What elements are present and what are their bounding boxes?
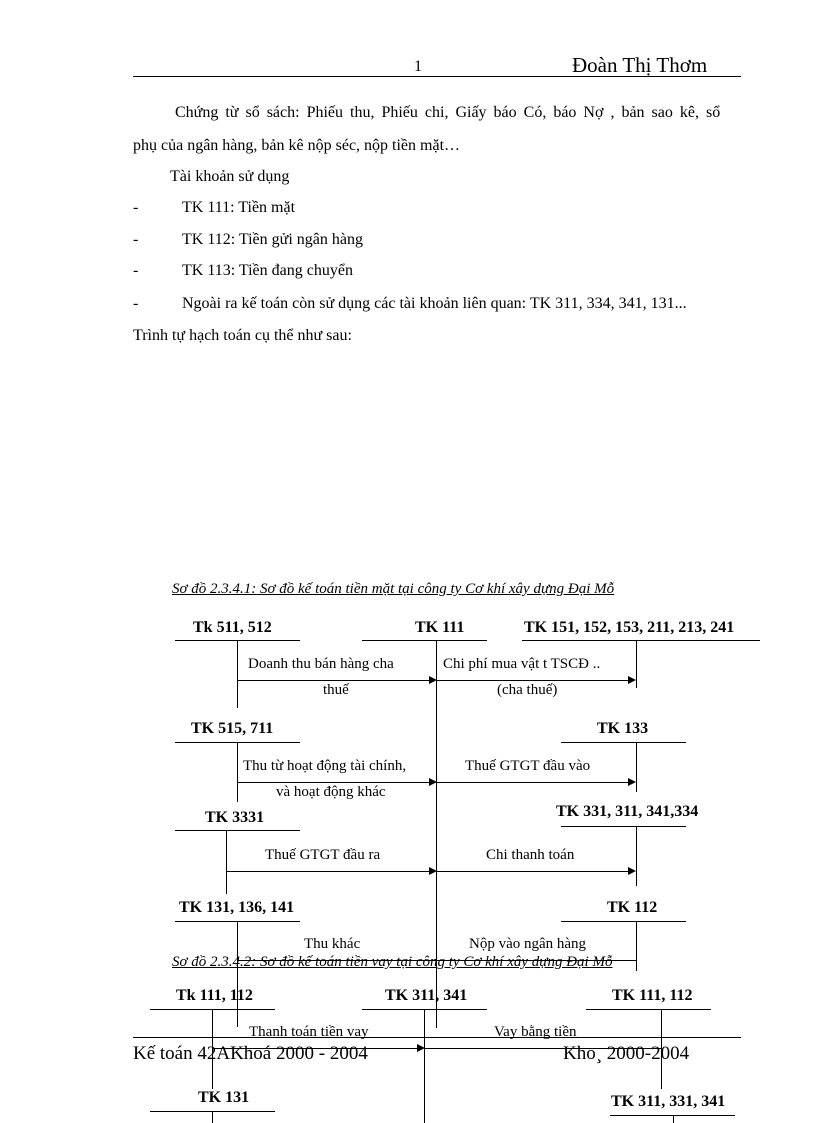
account-tk311: TK 311, 341 <box>385 987 468 1004</box>
tk112-stem <box>636 921 637 971</box>
tk131-stem <box>237 921 238 1027</box>
bullet-item: Ngoài ra kế toán còn sử dụng các tài khoản liên quan: TK 311, 334, 341, 131... <box>182 295 687 312</box>
bullet-marker: - <box>133 262 139 279</box>
account-underline <box>362 640 487 641</box>
bullet-marker: - <box>133 199 139 216</box>
account-tk331: TK 331, 311, 341,334 <box>556 803 699 820</box>
account-tk131: TK 131, 136, 141 <box>179 899 295 916</box>
flow-purchase-line <box>436 680 628 681</box>
footer-rule <box>133 1037 741 1038</box>
tk133-stem <box>636 742 637 792</box>
account-underline <box>175 830 300 831</box>
tk3331-stem <box>226 830 227 894</box>
bullet-item: TK 111: Tiền mặt <box>182 199 296 216</box>
account-tk131-d2: TK 131 <box>198 1089 250 1106</box>
diagram2-caption-text: Sơ đồ kế toán tiền vay tại công ty Cơ khí xây dựng Đại Mỗ <box>256 954 613 970</box>
tk151-stem <box>636 640 637 688</box>
d2-right-stem-lower <box>673 1115 674 1123</box>
flow-loan-payment-label: Thanh toán tiền vay <box>249 1024 369 1040</box>
bullet-marker: - <box>133 295 139 312</box>
diagram1-caption-text: Sơ đồ kế toán tiền mặt tại công ty Cơ khí xây dựng Đại Mỗ <box>256 581 615 597</box>
account-tk111: TK 111 <box>415 619 465 636</box>
account-underline <box>522 640 760 641</box>
flow-revenue-label: Doanh thu bán hàng cha <box>248 656 394 672</box>
paragraph-line-1: Chứng từ sổ sách: Phiếu thu, Phiếu chi, Giấy báo Có, báo Nợ , bản sao kê, sổ <box>175 104 721 121</box>
diagram1-caption-label: Sơ đồ 2.3.4.1: <box>172 581 257 597</box>
tk511-stem <box>237 640 238 708</box>
accounts-heading: Tài khoản sử dụng <box>170 168 290 185</box>
flow-payment-label: Chi thanh toán <box>486 847 575 863</box>
flow-vat-out-line <box>226 871 429 872</box>
flow-loan-borrow-label: Vay bằng tiền <box>494 1024 577 1040</box>
footer-right: Kho¸ 2000-2004 <box>563 1043 690 1064</box>
d2-mid-stem <box>424 1009 425 1123</box>
header-author: Đoàn Thị Thơm <box>572 53 708 77</box>
flow-finance-label: Thu từ hoạt động tài chính, <box>243 758 407 774</box>
header-rule <box>133 76 741 77</box>
arrow-head <box>628 778 636 786</box>
account-underline <box>561 921 686 922</box>
flow-finance-line <box>237 782 429 783</box>
flow-other-income-label: Thu khác <box>304 936 361 952</box>
flow-bank-deposit-label: Nộp vào ngân hàng <box>469 936 587 952</box>
tk515-stem <box>237 742 238 802</box>
bullet-item: TK 112: Tiền gửi ngân hàng <box>182 231 363 248</box>
flow-finance-label: và hoạt động khác <box>276 784 386 800</box>
d2-left-stem-lower <box>212 1111 213 1123</box>
flow-vat-in-label: Thuế GTGT đầu vào <box>465 758 591 774</box>
flow-revenue-line <box>237 680 429 681</box>
bullet-marker: - <box>133 231 139 248</box>
arrow-head <box>628 867 636 875</box>
paragraph-line-2: phụ của ngân hàng, bản kê nộp séc, nộp tiền mặt… <box>133 137 461 154</box>
flow-payment-line <box>436 871 628 872</box>
account-underline <box>561 742 686 743</box>
account-tk151: TK 151, 152, 153, 211, 213, 241 <box>524 619 735 636</box>
account-tk133: TK 133 <box>597 720 649 737</box>
account-tk112: TK 112 <box>607 899 658 916</box>
flow-purchase-label: Chi phí mua vật t TSCĐ .. <box>443 656 601 672</box>
diagram2-caption <box>172 954 612 971</box>
footer-left: Kế toán 42AKhoá 2000 - 2004 <box>133 1043 368 1064</box>
account-tk111-right: TK 111, 112 <box>612 987 693 1004</box>
account-tk111-left: Tk 111, 112 <box>176 987 253 1004</box>
account-tk3331: TK 3331 <box>205 809 265 826</box>
account-underline <box>561 826 686 827</box>
sequence-line: Trình tự hạch toán cụ thể như sau: <box>133 327 352 344</box>
account-tk511: Tk 511, 512 <box>193 619 272 636</box>
flow-purchase-label: (cha thuế) <box>497 682 558 698</box>
diagram2-caption-label: Sơ đồ 2.3.4.2: <box>172 954 257 970</box>
diagram1-caption <box>172 581 614 598</box>
account-tk515: TK 515, 711 <box>191 720 274 737</box>
account-underline <box>586 1009 711 1010</box>
account-tk311-right: TK 311, 331, 341 <box>611 1093 726 1110</box>
flow-vat-in-line <box>436 782 628 783</box>
page-number: 1 <box>414 58 422 75</box>
flow-revenue-label: thuế <box>323 682 349 698</box>
bullet-item: TK 113: Tiền đang chuyển <box>182 262 353 279</box>
flow-vat-out-label: Thuế GTGT đầu ra <box>265 847 381 863</box>
arrow-head <box>628 676 636 684</box>
tk331-stem <box>636 826 637 886</box>
